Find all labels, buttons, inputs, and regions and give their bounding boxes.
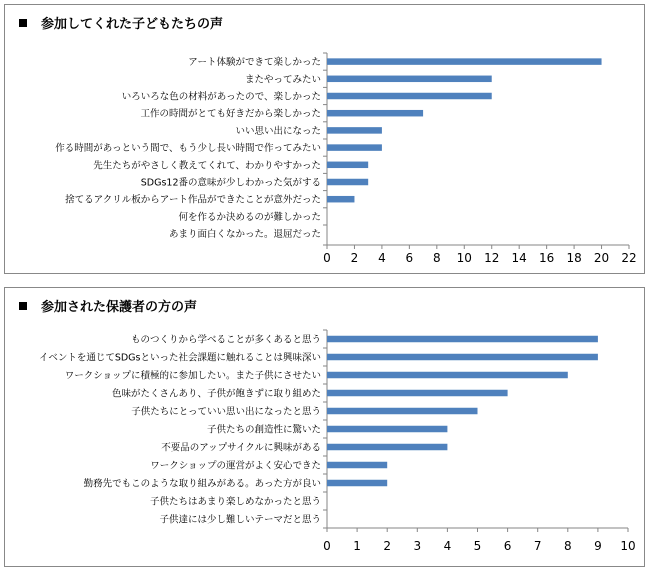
category-label: いろいろな色の材料があったので、楽しかった bbox=[121, 91, 321, 103]
parents-voices-chart bbox=[5, 288, 644, 566]
x-tick-label: 5 bbox=[473, 539, 482, 553]
bar bbox=[327, 179, 368, 186]
x-tick-label: 6 bbox=[503, 539, 512, 553]
category-label: あまり面白くなかった。退屈だった bbox=[168, 229, 321, 241]
x-tick-label: 1 bbox=[353, 539, 361, 553]
bar bbox=[327, 462, 387, 469]
category-label: 捨てるアクリル板からアート作品ができたことが意外だった bbox=[65, 194, 321, 206]
category-label: ワークショップに積極的に参加したい。また子供にさせたい bbox=[64, 370, 321, 382]
x-tick-label: 2 bbox=[383, 539, 392, 553]
bar bbox=[327, 444, 447, 451]
bar bbox=[327, 93, 492, 100]
x-tick-label: 7 bbox=[533, 539, 542, 553]
category-label: アート体験ができて楽しかった bbox=[188, 57, 321, 69]
x-tick-label: 20 bbox=[593, 251, 610, 265]
category-label: 子供達には少し難しいテーマだと思う bbox=[159, 514, 321, 526]
category-label: ものつくりから学べることが多くあると思う bbox=[130, 334, 321, 346]
x-tick-label: 10 bbox=[456, 251, 472, 265]
bar bbox=[327, 426, 447, 433]
x-tick-label: 16 bbox=[538, 251, 555, 265]
category-label: 子供たちの創造性に驚いた bbox=[206, 424, 321, 436]
panel-title-text: 参加された保護者の方の声 bbox=[41, 300, 198, 315]
bar bbox=[327, 110, 423, 117]
x-tick-label: 0 bbox=[323, 251, 331, 265]
category-label: イベントを通じてSDGsといった社会課題に触れることは興味深い bbox=[38, 352, 321, 364]
x-tick-label: 9 bbox=[594, 539, 602, 553]
category-label: いい思い出になった bbox=[235, 125, 321, 137]
x-tick-label: 4 bbox=[378, 251, 386, 265]
bar bbox=[327, 144, 382, 151]
x-tick-label: 2 bbox=[350, 251, 359, 265]
category-label: 先生たちがやさしく教えてくれて、わかりやすかった bbox=[93, 160, 321, 172]
x-tick-label: 18 bbox=[566, 251, 582, 265]
bar bbox=[327, 127, 382, 133]
x-tick-label: 6 bbox=[405, 251, 414, 265]
x-tick-label: 8 bbox=[563, 539, 572, 553]
category-label: 勤務先でもこのような取り組みがある。あった方が良い bbox=[83, 478, 321, 490]
bar bbox=[327, 480, 387, 487]
bar bbox=[327, 58, 602, 65]
bar bbox=[327, 76, 492, 83]
category-label: SDGs12番の意味が少しわかった気がする bbox=[140, 177, 321, 189]
category-label: 工作の時間がとても好きだから楽しかった bbox=[140, 108, 321, 120]
children-voices-chart bbox=[5, 5, 644, 273]
parents-voices-panel bbox=[4, 287, 645, 567]
category-label: 子供たちはあまり楽しめなかったと思う bbox=[149, 496, 321, 508]
x-tick-label: 4 bbox=[443, 539, 452, 553]
bar bbox=[327, 390, 508, 397]
x-tick-label: 22 bbox=[621, 251, 637, 265]
category-label: 何を作るか決めるのが難しかった bbox=[178, 211, 321, 223]
x-tick-label: 3 bbox=[413, 539, 422, 553]
x-tick-label: 10 bbox=[620, 539, 636, 553]
panel-title-text: 参加してくれた子どもたちの声 bbox=[41, 17, 224, 32]
category-label: 不要品のアップサイクルに興味がある bbox=[161, 442, 321, 454]
bar bbox=[327, 408, 478, 415]
bar bbox=[327, 354, 598, 361]
category-label: 色味がたくさんあり、子供が飽きずに取り組めた bbox=[111, 388, 321, 400]
x-tick-label: 8 bbox=[432, 251, 441, 265]
category-label: 子供たちにとっていい思い出になったと思う bbox=[131, 406, 321, 418]
category-label: 作る時間があっという間で、もう少し長い時間で作ってみたい bbox=[55, 143, 321, 155]
bar bbox=[327, 372, 568, 379]
children-voices-panel bbox=[4, 4, 645, 274]
bar bbox=[327, 196, 354, 203]
x-tick-label: 0 bbox=[323, 539, 331, 553]
bar bbox=[327, 336, 598, 343]
category-label: またやってみたい bbox=[244, 74, 321, 86]
x-tick-label: 14 bbox=[511, 251, 527, 265]
category-label: ワークショップの運営がよく安心できた bbox=[150, 460, 321, 472]
bar bbox=[327, 162, 368, 169]
x-tick-label: 12 bbox=[484, 251, 500, 265]
